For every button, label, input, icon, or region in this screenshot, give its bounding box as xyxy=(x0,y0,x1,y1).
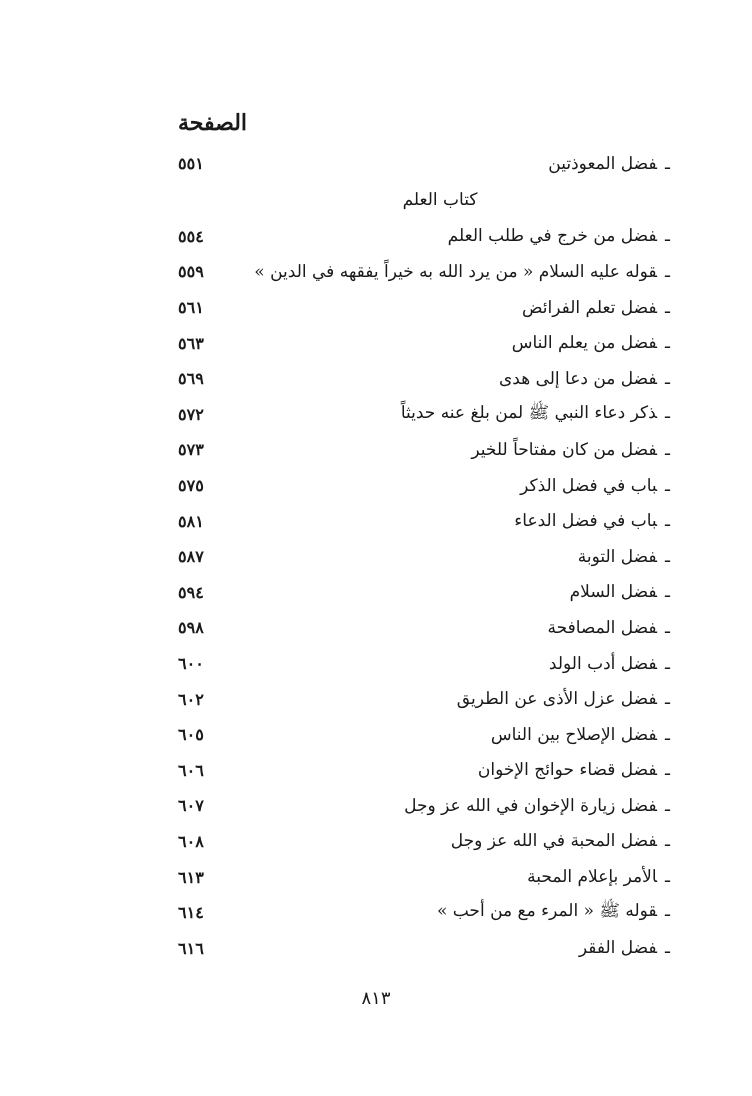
toc-entry-page: ٥٥١ xyxy=(178,154,204,174)
toc-entry xyxy=(170,503,670,539)
toc-entry-title: ـفضل التوبة xyxy=(577,546,670,567)
entry-dash: ـ xyxy=(665,938,670,959)
toc-entry-title: ـفضل من كان مفتاحاً للخير xyxy=(471,439,670,460)
toc-entry xyxy=(170,539,670,575)
toc-entry-page: ٥٦٣ xyxy=(178,333,204,353)
entry-dash: ـ xyxy=(665,226,670,247)
toc-entry xyxy=(170,254,670,290)
toc-entry-title: ـفضل المصافحة xyxy=(547,617,670,638)
toc-entry-page: ٥٦١ xyxy=(178,298,204,318)
toc-entry-title: ـفضل المعوذتين xyxy=(548,153,670,174)
toc-entry-title: ـفضل الفقر xyxy=(578,938,670,959)
toc-entry xyxy=(170,575,670,611)
toc-entry xyxy=(170,290,670,326)
page-column-header: الصفحة xyxy=(178,110,248,136)
toc-entry-page: ٥٧٥ xyxy=(178,476,204,496)
toc-list xyxy=(170,146,670,966)
toc-entry xyxy=(170,930,670,966)
entry-dash: ـ xyxy=(665,297,670,318)
toc-entry-page: ٥٥٩ xyxy=(178,262,204,282)
toc-entry-page: ٥٧٢ xyxy=(178,404,204,424)
toc-entry-title: ـفضل السلام xyxy=(569,582,670,603)
toc-entry-title: ـذكر دعاء النبي ﷺ لمن بلغ عنه حديثاً xyxy=(400,402,670,423)
toc-entry-title: ـفضل من يعلم الناس xyxy=(511,333,670,354)
entry-dash: ـ xyxy=(665,760,670,781)
toc-entry xyxy=(170,859,670,895)
entry-dash: ـ xyxy=(665,653,670,674)
toc-entry xyxy=(170,681,670,717)
entry-dash: ـ xyxy=(665,795,670,816)
toc-entry-page: ٥٨٧ xyxy=(178,547,204,567)
toc-entry-page: ٦٠٢ xyxy=(178,689,204,709)
section-title: كتاب العلم xyxy=(402,190,478,211)
toc-entry xyxy=(170,753,670,789)
toc-entry-page: ٦١٦ xyxy=(178,938,204,958)
toc-entry xyxy=(170,895,670,931)
entry-dash: ـ xyxy=(665,333,670,354)
toc-entry-title: ـالأمر بإعلام المحبة xyxy=(527,867,670,888)
entry-dash: ـ xyxy=(665,261,670,282)
toc-entry-title: ـفضل من خرج في طلب العلم xyxy=(447,226,670,247)
toc-entry-page: ٦٠٦ xyxy=(178,760,204,780)
entry-dash: ـ xyxy=(665,475,670,496)
toc-entry-title: ـفضل تعلم الفرائض xyxy=(521,297,670,318)
entry-dash: ـ xyxy=(665,689,670,710)
toc-entry-title: ـفضل قضاء حوائج الإخوان xyxy=(477,760,670,781)
toc-entry xyxy=(170,788,670,824)
toc-entry-page: ٥٦٩ xyxy=(178,369,204,389)
toc-entry-title: ـفضل أدب الولد xyxy=(548,653,670,674)
toc-entry-page: ٦٠٠ xyxy=(178,654,204,674)
toc-entry xyxy=(170,610,670,646)
entry-dash: ـ xyxy=(665,402,670,423)
toc-entry xyxy=(170,146,670,182)
section-heading xyxy=(170,182,670,219)
entry-dash: ـ xyxy=(665,153,670,174)
toc-entry xyxy=(170,397,670,433)
toc-entry-title: ـفضل عزل الأذى عن الطريق xyxy=(456,689,670,710)
toc-entry-title: ـباب في فضل الدعاء xyxy=(514,511,670,532)
toc-entry xyxy=(170,432,670,468)
toc-entry-page: ٥٩٨ xyxy=(178,618,204,638)
toc-entry xyxy=(170,824,670,860)
toc-entry-title: ـفضل من دعا إلى هدى xyxy=(498,368,670,389)
toc-entry-title: ـقوله ﷺ « المرء مع من أحب » xyxy=(436,901,670,922)
toc-entry-page: ٥٧٣ xyxy=(178,440,204,460)
entry-dash: ـ xyxy=(665,724,670,745)
entry-dash: ـ xyxy=(665,439,670,460)
entry-dash: ـ xyxy=(665,368,670,389)
entry-dash: ـ xyxy=(665,617,670,638)
toc-entry-page: ٥٥٤ xyxy=(178,226,204,246)
toc-entry-page: ٥٨١ xyxy=(178,511,204,531)
toc-entry xyxy=(170,325,670,361)
entry-dash: ـ xyxy=(665,831,670,852)
toc-entry-page: ٦١٣ xyxy=(178,867,204,887)
toc-entry xyxy=(170,361,670,397)
toc-entry xyxy=(170,219,670,255)
entry-dash: ـ xyxy=(665,867,670,888)
toc-entry xyxy=(170,646,670,682)
entry-dash: ـ xyxy=(665,511,670,532)
toc-entry-page: ٦١٤ xyxy=(178,903,204,923)
page-number: ٨١٣ xyxy=(361,988,391,1009)
toc-entry xyxy=(170,717,670,753)
toc-entry-page: ٦٠٨ xyxy=(178,831,204,851)
toc-entry-title: ـقوله عليه السلام « من يرد الله به خيراً يفقهه في الدين » xyxy=(254,261,670,282)
entry-dash: ـ xyxy=(665,582,670,603)
toc-entry xyxy=(170,468,670,504)
entry-dash: ـ xyxy=(665,546,670,567)
toc-entry-page: ٦٠٥ xyxy=(178,725,204,745)
toc-entry-page: ٥٩٤ xyxy=(178,582,204,602)
toc-entry-page: ٦٠٧ xyxy=(178,796,204,816)
entry-dash: ـ xyxy=(665,901,670,922)
toc-entry-title: ـفضل زيارة الإخوان في الله عز وجل xyxy=(404,795,670,816)
toc-entry-title: ـفضل الإصلاح بين الناس xyxy=(490,724,670,745)
toc-entry-title: ـباب في فضل الذكر xyxy=(520,475,670,496)
toc-entry-title: ـفضل المحبة في الله عز وجل xyxy=(450,831,670,852)
